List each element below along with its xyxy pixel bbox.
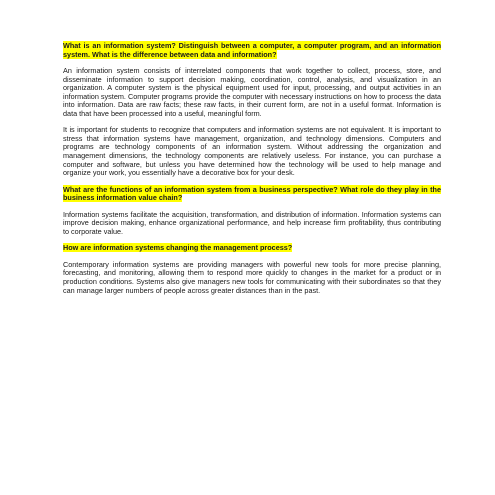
answer-paragraph-dimensions: It is important for students to recognize that computers and information systems are not equivalent. It is important to stress that information systems have management, organization, and technology dimensions. Computers and programs are technology components of an information system. Without addressing the organization and management dimensions, the technology components are relatively useless. For instance, you can purchase a computer and software, but unless you have determined how the technology will be used to help manage and organize your work, you essentially have a decorative box for your desk. — [63, 125, 441, 178]
question-highlight: What are the functions of an information system from a business perspective? What role do they play in the business information value chain? — [63, 184, 441, 203]
question-highlight: How are information systems changing the management process? — [63, 243, 293, 253]
question-management-process — [63, 244, 441, 253]
question-highlight: What is an information system? Distinguish between a computer, a computer program, and an information system. What is the difference between data and information? — [63, 41, 441, 59]
answer-paragraph-definitions: An information system consists of interrelated components that work together to collect, process, store, and disseminate information to support decision making, coordination, control, analysis, and visualization in an organization. A computer system is the physical equipment used for input, processing, and output activities in an information system. Computer programs provide the computer with necessary instructions on how to process the data into information. Data are raw facts; these raw facts, in their current form, are not in a useful format. Information is data that have been processed into a useful, meaningful form. — [63, 66, 441, 118]
question-what-is-information-system — [63, 42, 441, 59]
question-functions-value-chain — [63, 186, 441, 203]
document-page — [63, 42, 441, 295]
answer-paragraph-functions: Information systems facilitate the acquisition, transformation, and distribution of information. Information systems can improve decision making, enhance organizational performance, and help increase firm profitability, thus contributing to corporate value. — [63, 209, 441, 236]
answer-paragraph-management: Contemporary information systems are providing managers with powerful new tools for more precise planning, forecasting, and monitoring, allowing them to respond more quickly to changes in the market for a product or in production conditions. Systems also give managers new tools for communicating with their subordinates so that they can manage larger numbers of people across greater distances than in the past. — [63, 259, 441, 295]
